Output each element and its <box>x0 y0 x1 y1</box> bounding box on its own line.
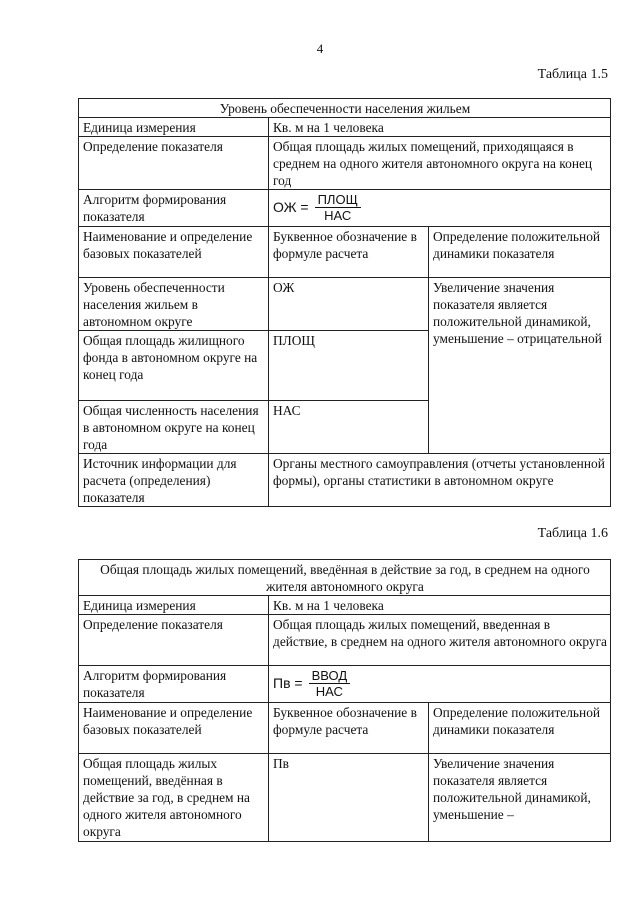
definition-value: Общая площадь жилых помещений, приходящаяся в среднем на одного жителя автономного округа на конец год <box>269 137 611 190</box>
table-1-6-label: Таблица 1.6 <box>537 526 608 541</box>
dynamics-text: Увеличение значения показателя является положительной динамикой, уменьшение – <box>429 754 611 842</box>
formula-fraction <box>309 668 351 699</box>
formula <box>273 667 607 699</box>
formula-numerator: ВВОД <box>309 668 351 684</box>
algorithm-label: Алгоритм формирования показателя <box>79 190 269 227</box>
table-1-5 <box>78 98 611 507</box>
unit-value: Кв. м на 1 человека <box>269 596 611 615</box>
col-header-symbol: Буквенное обозначение в формуле расчета <box>269 703 429 754</box>
formula-fraction <box>315 192 361 223</box>
formula-lhs: ОЖ = <box>273 199 309 215</box>
source-value: Органы местного самоуправления (отчеты установленной формы), органы статистики в автономном округе <box>269 454 611 507</box>
col-header-symbol: Буквенное обозначение в формуле расчета <box>269 227 429 278</box>
dynamics-text: Увеличение значения показателя является положительной динамикой, уменьшение – отрицательной <box>429 278 611 454</box>
definition-label: Определение показателя <box>79 137 269 190</box>
formula <box>273 191 607 223</box>
table-1-5-label: Таблица 1.5 <box>537 67 608 82</box>
definition-label: Определение показателя <box>79 615 269 666</box>
col-header-name: Наименование и определение базовых показателей <box>79 703 269 754</box>
row-symbol: ПЛОЩ <box>269 331 429 401</box>
definition-value: Общая площадь жилых помещений, введенная в действие, в среднем на одного жителя автономного округа <box>269 615 611 666</box>
source-label: Источник информации для расчета (определения) показателя <box>79 454 269 507</box>
page-number: 4 <box>316 41 324 56</box>
row-symbol: ОЖ <box>269 278 429 331</box>
row-symbol: НАС <box>269 401 429 454</box>
formula-numerator: ПЛОЩ <box>315 192 361 208</box>
table-title: Уровень обеспеченности населения жильем <box>79 99 611 118</box>
algorithm-label: Алгоритм формирования показателя <box>79 666 269 703</box>
formula-cell <box>269 190 611 227</box>
row-name: Общая площадь жилых помещений, введённая в действие за год, в среднем на одного жителя автономного округа <box>79 754 269 842</box>
table-title: Общая площадь жилых помещений, введённая в действие за год, в среднем на одного жителя автономного округа <box>79 560 611 596</box>
formula-cell <box>269 666 611 703</box>
formula-denominator: НАС <box>315 684 343 699</box>
col-header-name: Наименование и определение базовых показателей <box>79 227 269 278</box>
unit-value: Кв. м на 1 человека <box>269 118 611 137</box>
unit-label: Единица измерения <box>79 596 269 615</box>
row-name: Общая численность населения в автономном округе на конец года <box>79 401 269 454</box>
col-header-dynamics: Определение положительной динамики показателя <box>429 227 611 278</box>
formula-denominator: НАС <box>324 208 352 223</box>
formula-lhs: Пв = <box>273 675 303 691</box>
row-name: Уровень обеспеченности населения жильем в автономном округе <box>79 278 269 331</box>
col-header-dynamics: Определение положительной динамики показателя <box>429 703 611 754</box>
unit-label: Единица измерения <box>79 118 269 137</box>
table-1-6 <box>78 559 611 842</box>
row-symbol: Пв <box>269 754 429 842</box>
row-name: Общая площадь жилищного фонда в автономном округе на конец года <box>79 331 269 401</box>
